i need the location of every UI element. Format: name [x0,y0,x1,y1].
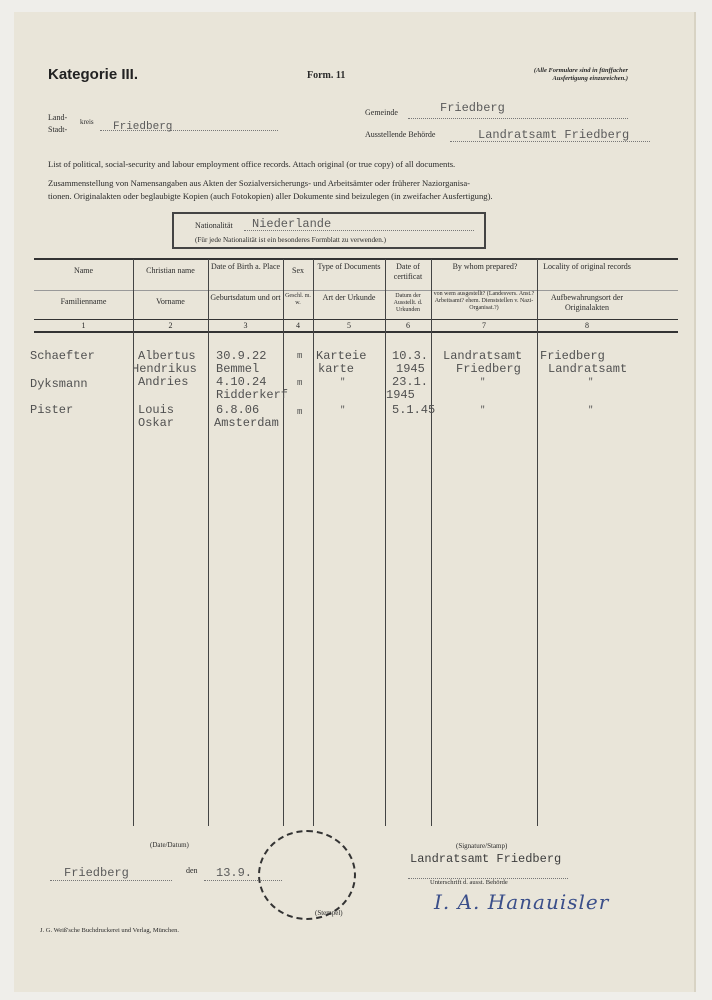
col-by-de: von wem ausgestellt? (Landesvers. Anst.? Arbeitsamt? ehem. Dienststellen v. Nazi-Organisat.?) [433,291,535,311]
behoerde-label: Ausstellende Behörde [365,130,436,139]
row2-date-2: 1945 [386,388,415,402]
row2-doc: " [340,377,346,387]
signature-label: (Signature/Stamp) [456,842,508,850]
col-name-en: Name [73,266,94,275]
col-divider-2 [208,259,209,826]
row2-birth-place: Ridderkerf [216,388,289,402]
col-name-de: Familienname [60,297,107,306]
row1-by-1: Landratsamt [443,349,523,363]
behoerde-value: Landratsamt Friedberg [478,128,630,142]
col-divider-1 [133,259,134,826]
copies-note-line1: (Alle Formulare sind in fünffacher [533,67,628,74]
col-num-7: 7 [482,321,486,330]
row1-by-2: Friedberg [456,362,521,376]
kreis-label: kreis [80,118,94,126]
col-birth-de: Geburtsdatum und ort [210,293,281,302]
date-value: 13.9. [216,866,253,880]
row2-name: Dyksmann [30,377,88,391]
printer-imprint: J. G. Weiß'sche Buchdruckerei und Verlag, München. [40,927,180,934]
row2-loc: " [588,377,594,387]
col-num-2: 2 [168,321,173,330]
table-header-rule [34,319,678,320]
row1-doc-1: Karteie [316,349,367,363]
land-label: Land- [48,113,68,122]
gemeinde-line [408,118,628,119]
col-loc-de: Aufbewahrungsort der Originalakten [550,293,624,312]
col-divider-4 [313,259,314,826]
signature-stamp-line1: Landratsamt Friedberg [410,852,562,866]
nationality-line [244,230,474,231]
official-stamp [258,830,356,920]
form-number: Form. 11 [307,70,346,81]
place-line [50,880,172,881]
nationality-label: Nationalität [195,221,233,230]
copies-note-line2: Ausfertigung einzureichen.) [552,75,628,82]
kreis-value: Friedberg [113,121,173,133]
nationality-value: Niederlande [252,217,332,231]
row1-christian-1: Albertus [138,349,196,363]
col-divider-5 [385,259,386,826]
behoerde-line [450,141,650,142]
col-sex-en: Sex [292,266,304,275]
row1-birth-place: Bemmel [216,362,260,376]
row2-by: " [480,377,486,387]
col-birth-en: Date of Birth a. Place [210,262,281,271]
instructions-english: List of political, social-security and labour employment office records. Attach original (or true copy) of all documents. [48,159,456,169]
row1-birth-date: 30.9.22 [216,349,267,363]
col-num-3: 3 [243,321,248,330]
row2-date-1: 23.1. [392,375,429,389]
date-label: (Date/Datum) [150,841,189,849]
row3-name: Pister [30,403,74,417]
nationality-note: (Für jede Nationalität ist ein besonderes Formblatt zu verwenden.) [195,236,387,244]
col-date-en: Date of certificat [393,262,423,281]
gemeinde-label: Gemeinde [365,108,398,117]
col-divider-6 [431,259,432,826]
row3-birth-place: Amsterdam [214,416,279,430]
col-sex-de: Geschl. m. w. [285,293,311,306]
table-numbers-rule [34,331,678,333]
col-num-6: 6 [406,321,410,330]
row1-date-1: 10.3. [392,349,429,363]
row3-sex: m [297,407,303,417]
stadt-label: Stadt- [48,125,68,134]
col-christian-de: Vorname [156,297,185,306]
instructions-german-2: tionen. Originalakten oder beglaubigte Kopien (auch Fotokopien) aller Dokumente sind beizulegen (in zweifacher Ausfertigung). [48,191,493,201]
col-loc-en: Locality of original records [543,262,631,271]
col-doc-de: Art der Urkunde [322,293,376,302]
col-num-5: 5 [347,321,351,330]
col-doc-en: Type of Documents [317,262,381,271]
row3-christian-2: Oskar [138,416,175,430]
row3-loc: " [588,405,594,415]
row1-loc-1: Friedberg [540,349,605,363]
place-value: Friedberg [64,866,129,880]
kreis-line [100,130,278,131]
row3-christian-1: Louis [138,403,175,417]
col-num-1: 1 [81,321,86,330]
row2-sex: m [297,378,303,388]
row3-doc: " [340,405,346,415]
row1-loc-2: Landratsamt [548,362,628,376]
row1-date-2: 1945 [396,362,425,376]
den-label: den [186,866,198,875]
table-mid-rule [34,290,678,291]
category-title: Kategorie III. [48,66,139,83]
col-christian-en: Christian name [146,266,195,275]
row3-by: " [480,405,486,415]
signature-caption: Unterschrift d. ausst. Behörde [430,879,508,886]
gemeinde-value: Friedberg [440,101,505,115]
col-divider-7 [537,259,538,826]
col-num-4: 4 [296,321,300,330]
row1-sex: m [297,351,303,361]
handwritten-signature: I. A. Hanauisler [434,890,610,914]
instructions-german-1: Zusammenstellung von Namensangaben aus Akten der Sozialversicherungs- und Arbeitsämter oder früherer Naziorganisa- [48,178,470,188]
copies-note [440,67,628,83]
table-top-border [34,258,678,260]
row3-birth-date: 6.8.06 [216,403,260,417]
stamp-label: (Stempel) [315,909,343,917]
row2-christian-1: Andries [138,375,189,389]
row1-name: Schaefter [30,349,95,363]
col-num-8: 8 [585,321,589,330]
row1-doc-2: karte [318,362,355,376]
col-divider-3 [283,259,284,826]
row1-christian-2: Hendrikus [132,362,197,376]
col-date-de: Datum der Ausstellt. d. Urkunden [393,293,423,313]
row2-birth-date: 4.10.24 [216,375,267,389]
col-by-en: By whom prepared? [452,262,518,271]
row3-date: 5.1.45 [392,403,436,417]
